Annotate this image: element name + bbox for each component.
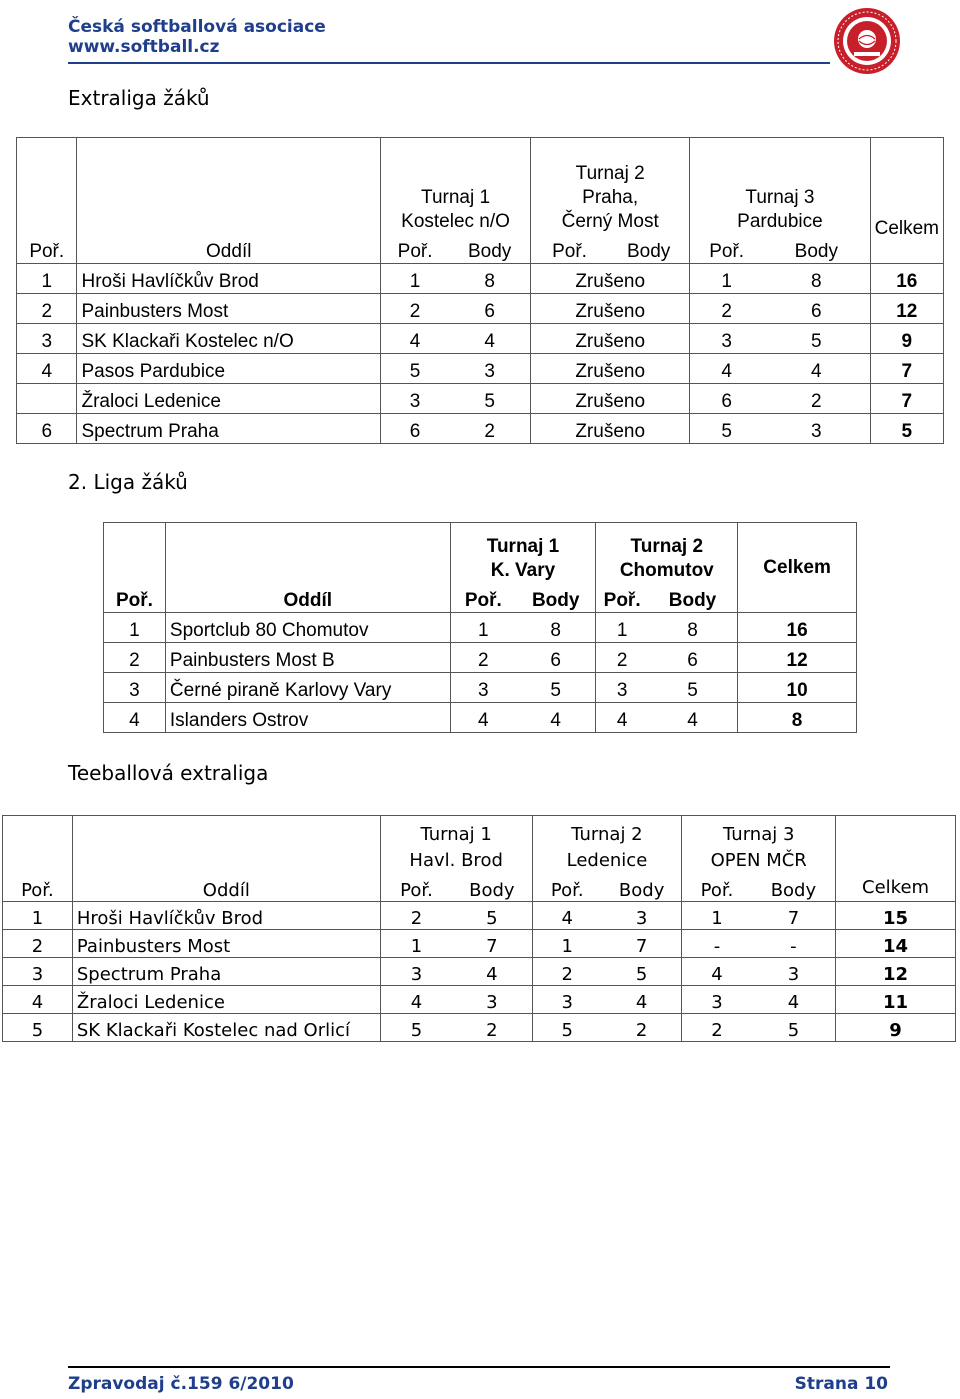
result-cell: 2 — [532, 958, 602, 986]
result-cell: 4 — [648, 703, 738, 733]
table-row — [17, 324, 944, 354]
total-points-cell: 9 — [836, 1014, 956, 1042]
tournament-3-header: Turnaj 3 Pardubice — [690, 138, 870, 234]
header-divider — [68, 62, 830, 64]
result-cell: 4 — [532, 902, 602, 930]
result-cell: 6 — [690, 384, 763, 414]
result-cell: 3 — [381, 384, 450, 414]
cancelled-cell: Zrušeno — [531, 264, 690, 294]
team-name-cell: Hroši Havlíčkův Brod — [72, 902, 380, 930]
team-name-cell: Sportclub 80 Chomutov — [165, 613, 450, 643]
rank-cell: 2 — [104, 643, 166, 673]
rank-cell: 1 — [104, 613, 166, 643]
result-cell: 8 — [648, 613, 738, 643]
result-cell: 3 — [690, 324, 763, 354]
result-cell: 4 — [380, 986, 452, 1014]
table-row — [104, 643, 857, 673]
team-name-cell: SK Klackaři Kostelec nad Orlicí — [72, 1014, 380, 1042]
section-title-extraliga: Extraliga žáků — [68, 86, 210, 110]
result-cell: 3 — [380, 958, 452, 986]
total-points-cell: 7 — [870, 354, 943, 384]
result-cell: 6 — [449, 294, 530, 324]
result-cell: 2 — [682, 1014, 752, 1042]
table-row — [104, 673, 857, 703]
total-points-cell: 14 — [836, 930, 956, 958]
rank-cell: 5 — [3, 1014, 73, 1042]
tournament-3-header: Turnaj 3 OPEN MČR — [682, 816, 836, 874]
result-cell: 4 — [752, 986, 836, 1014]
extraliga-table — [16, 137, 944, 444]
result-cell: 2 — [380, 902, 452, 930]
result-cell: 5 — [516, 673, 596, 703]
result-cell: 6 — [648, 643, 738, 673]
rank-cell — [17, 384, 77, 414]
cancelled-cell: Zrušeno — [531, 354, 690, 384]
result-cell: 3 — [763, 414, 870, 444]
result-cell: 5 — [763, 324, 870, 354]
rank-cell: 3 — [104, 673, 166, 703]
tournament-2-header: Turnaj 2 Praha, Černý Most — [531, 138, 690, 234]
result-cell: 4 — [602, 986, 682, 1014]
section-title-2-liga: 2. Liga žáků — [68, 470, 188, 494]
team-name-cell: Painbusters Most — [77, 294, 381, 324]
result-cell: 5 — [602, 958, 682, 986]
website-url: www.softball.cz — [68, 37, 220, 57]
result-cell: 4 — [763, 354, 870, 384]
tournament-2-header: Turnaj 2 Ledenice — [532, 816, 682, 874]
table-row — [104, 703, 857, 733]
total-points-cell: 10 — [738, 673, 857, 703]
result-cell: 4 — [449, 324, 530, 354]
team-name-cell: Spectrum Praha — [77, 414, 381, 444]
result-cell: 5 — [452, 902, 532, 930]
team-name-cell: Spectrum Praha — [72, 958, 380, 986]
result-cell: 1 — [682, 902, 752, 930]
total-points-cell: 9 — [870, 324, 943, 354]
result-cell: 1 — [532, 930, 602, 958]
cancelled-cell: Zrušeno — [531, 414, 690, 444]
result-cell: - — [682, 930, 752, 958]
result-cell: 8 — [763, 264, 870, 294]
result-cell: 4 — [450, 703, 516, 733]
result-cell: 3 — [602, 902, 682, 930]
result-cell: 3 — [752, 958, 836, 986]
result-cell: 6 — [763, 294, 870, 324]
section-title-teeball: Teeballová extraliga — [68, 761, 269, 785]
organization-name: Česká softballová asociace — [68, 17, 326, 37]
table-row — [3, 930, 956, 958]
rank-cell: 3 — [3, 958, 73, 986]
result-cell: 5 — [381, 354, 450, 384]
result-cell: 2 — [602, 1014, 682, 1042]
result-cell: 7 — [752, 902, 836, 930]
result-cell: 2 — [596, 643, 648, 673]
table-subheader-row: Poř. Oddíl Poř. Body Poř. Body Poř. Body — [17, 234, 944, 264]
result-cell: 8 — [449, 264, 530, 294]
result-cell: 1 — [450, 613, 516, 643]
total-points-cell: 5 — [870, 414, 943, 444]
result-cell: 2 — [381, 294, 450, 324]
result-cell: 5 — [752, 1014, 836, 1042]
result-cell: 2 — [450, 643, 516, 673]
rank-cell: 2 — [3, 930, 73, 958]
tournament-1-header: Turnaj 1 Kostelec n/O — [381, 138, 531, 234]
result-cell: 1 — [381, 264, 450, 294]
result-cell: 3 — [682, 986, 752, 1014]
rank-cell: 6 — [17, 414, 77, 444]
rank-cell: 1 — [17, 264, 77, 294]
rank-cell: 2 — [17, 294, 77, 324]
result-cell: 7 — [602, 930, 682, 958]
result-cell: 5 — [380, 1014, 452, 1042]
team-header: Oddíl — [72, 874, 380, 902]
result-cell: 3 — [450, 673, 516, 703]
cancelled-cell: Zrušeno — [531, 384, 690, 414]
result-cell: 5 — [449, 384, 530, 414]
result-cell: 4 — [381, 324, 450, 354]
table-row — [3, 902, 956, 930]
tournament-1-header: Turnaj 1 Havl. Brod — [380, 816, 532, 874]
team-name-cell: Pasos Pardubice — [77, 354, 381, 384]
rank-header: Poř. — [3, 874, 73, 902]
footer-divider — [68, 1366, 890, 1368]
team-name-cell: Černé piraně Karlovy Vary — [165, 673, 450, 703]
result-cell: 5 — [648, 673, 738, 703]
result-cell: 3 — [452, 986, 532, 1014]
team-header: Oddíl — [165, 583, 450, 613]
tournament-2-header: Turnaj 2 Chomutov — [596, 523, 738, 583]
result-cell: 3 — [449, 354, 530, 384]
result-cell: 6 — [516, 643, 596, 673]
result-cell: 2 — [690, 294, 763, 324]
result-cell: 7 — [452, 930, 532, 958]
newsletter-issue: Zpravodaj č.159 6/2010 — [68, 1374, 294, 1394]
result-cell: 5 — [690, 414, 763, 444]
rank-header: Poř. — [17, 234, 77, 264]
total-points-cell: 11 — [836, 986, 956, 1014]
page-number: Strana 10 — [794, 1374, 888, 1394]
table-row — [17, 384, 944, 414]
result-cell: 6 — [381, 414, 450, 444]
result-cell: 2 — [452, 1014, 532, 1042]
team-name-cell: Žraloci Ledenice — [77, 384, 381, 414]
result-cell: 3 — [596, 673, 648, 703]
rank-header: Poř. — [104, 583, 166, 613]
total-points-cell: 8 — [738, 703, 857, 733]
total-header: Celkem — [836, 816, 956, 902]
table-row — [17, 354, 944, 384]
table-row — [17, 414, 944, 444]
teeball-table — [2, 815, 956, 1042]
total-points-cell: 12 — [870, 294, 943, 324]
total-header: Celkem — [870, 138, 943, 264]
table-row — [3, 958, 956, 986]
tournament-1-header: Turnaj 1 K. Vary — [450, 523, 596, 583]
total-points-cell: 16 — [738, 613, 857, 643]
result-cell: 1 — [596, 613, 648, 643]
result-cell: 1 — [690, 264, 763, 294]
rank-cell: 3 — [17, 324, 77, 354]
table-row — [3, 1014, 956, 1042]
result-cell: 4 — [690, 354, 763, 384]
association-logo — [832, 6, 902, 76]
rank-cell: 4 — [104, 703, 166, 733]
table-subheader-row: Poř. Oddíl Poř. Body Poř. Body Poř. Body — [3, 874, 956, 902]
result-cell: 4 — [682, 958, 752, 986]
total-header: Celkem — [738, 523, 857, 613]
result-cell: 3 — [532, 986, 602, 1014]
result-cell: 4 — [516, 703, 596, 733]
team-name-cell: Painbusters Most B — [165, 643, 450, 673]
result-cell: 8 — [516, 613, 596, 643]
rank-cell: 4 — [17, 354, 77, 384]
table-header-row — [104, 523, 857, 583]
team-name-cell: SK Klackaři Kostelec n/O — [77, 324, 381, 354]
table-row — [104, 613, 857, 643]
total-points-cell: 12 — [836, 958, 956, 986]
table-subheader-row: Poř. Oddíl Poř. Body Poř. Body — [104, 583, 857, 613]
team-header: Oddíl — [77, 234, 381, 264]
table-header-row — [3, 816, 956, 874]
team-name-cell: Islanders Ostrov — [165, 703, 450, 733]
total-points-cell: 15 — [836, 902, 956, 930]
table-header-row — [17, 138, 944, 234]
table-row — [17, 264, 944, 294]
result-cell: 2 — [449, 414, 530, 444]
team-name-cell: Hroši Havlíčkův Brod — [77, 264, 381, 294]
result-cell: 5 — [532, 1014, 602, 1042]
total-points-cell: 12 — [738, 643, 857, 673]
team-name-cell: Žraloci Ledenice — [72, 986, 380, 1014]
cancelled-cell: Zrušeno — [531, 294, 690, 324]
rank-cell: 1 — [3, 902, 73, 930]
table-row — [3, 986, 956, 1014]
rank-cell: 4 — [3, 986, 73, 1014]
cancelled-cell: Zrušeno — [531, 324, 690, 354]
result-cell: 2 — [763, 384, 870, 414]
result-cell: - — [752, 930, 836, 958]
liga-table — [103, 522, 857, 733]
team-name-cell: Painbusters Most — [72, 930, 380, 958]
table-row — [17, 294, 944, 324]
total-points-cell: 16 — [870, 264, 943, 294]
result-cell: 1 — [380, 930, 452, 958]
result-cell: 4 — [452, 958, 532, 986]
result-cell: 4 — [596, 703, 648, 733]
total-points-cell: 7 — [870, 384, 943, 414]
